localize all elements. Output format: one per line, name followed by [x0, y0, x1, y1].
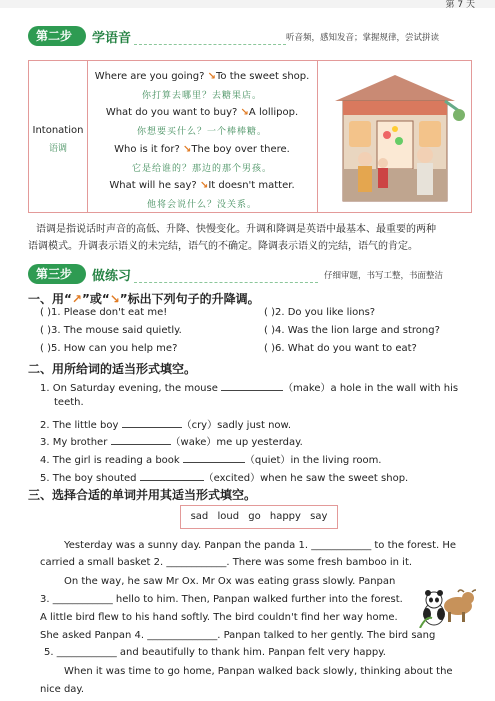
story-line-9: nice day. [40, 684, 85, 695]
example-4-cn: 他将会说什么？没关系。 [146, 200, 257, 210]
intonation-label-cell [29, 61, 88, 212]
story-line-5: A little bird flew to his hand softly. The bird couldn't find her way home. [40, 612, 398, 623]
answer-blank[interactable] [140, 470, 204, 481]
step3-tag: 仔细审题，书写工整，书面整洁 [324, 271, 444, 281]
s2-item-1: 1. On Saturday evening, the mouse （make）a hole in the wall with his [40, 379, 458, 394]
s1-item-6: ( )6. What do you want to eat? [264, 343, 417, 354]
answer-blank[interactable] [122, 417, 182, 428]
story-line-7: 5. ____________ and beautifully to thank him. Panpan felt very happy. [44, 647, 386, 658]
story-line-6: She asked Panpan 4. ______________. Panpan talked to her gently. The bird sang [40, 630, 436, 641]
explanation-line-1: 语调是指说话时声音的高低、升降、快慢变化。升调和降调是英语中最基本、最重要的两种 [36, 224, 436, 235]
word-bank: sad loud go happy say [180, 505, 338, 529]
top-edge [0, 0, 495, 8]
falling-arrow-icon: ↘ [182, 144, 192, 155]
example-3-cn: 它是给谁的？那边的那个男孩。 [131, 164, 272, 174]
step2-tag: 听音频，感知发音；掌握规律，尝试拼读 [286, 33, 440, 43]
panda-and-ox-illustration [418, 584, 476, 628]
step2-rule [134, 44, 286, 45]
story-line-8: When it was time to go home, Panpan walked back slowly, thinking about the [64, 666, 453, 677]
step3-title: 做练习 [92, 269, 132, 284]
section2-heading: 二、用所给词的适当形式填空。 [28, 362, 197, 376]
s2-item-5: 5. The boy shouted （excited）when he saw the sweet shop. [40, 469, 408, 484]
intonation-label-cn: 语调 [48, 144, 67, 154]
section1-heading: 一、用“↗”或“↘”标出下列句子的升降调。 [28, 292, 260, 306]
example-1-en: Where are you going? ↘To the sweet shop. [94, 71, 310, 82]
step3-badge: 第三步 [28, 264, 86, 284]
step2-title: 学语音 [92, 31, 132, 46]
example-4-en: What will he say? ↘It doesn't matter. [109, 180, 295, 191]
example-2-en: What do you want to buy? ↘A lollipop. [105, 107, 299, 118]
explanation-line-2: 语调模式。升调表示语义的未完结，语气的不确定。降调表示语义的完结，语气的肯定。 [28, 241, 418, 252]
page-number: 第 7 天 [445, 0, 475, 10]
falling-arrow-icon: ↘ [207, 71, 217, 82]
story-line-2: carried a small basket 2. ____________. There was some fresh bamboo in it. [40, 557, 413, 568]
s1-item-4: ( )4. Was the lion large and strong? [264, 325, 440, 336]
intonation-examples [87, 61, 318, 212]
story-line-4: 3. ____________ hello to him. Then, Panpan walked further into the forest. [40, 594, 403, 605]
s1-item-1: ( )1. Please don't eat me! [40, 307, 168, 318]
intonation-table [28, 60, 472, 213]
section3-heading: 三、选择合适的单词并用其适当形式填空。 [28, 488, 257, 502]
example-1-cn: 你打算去哪里？去糖果店。 [141, 91, 262, 101]
falling-arrow-icon: ↘ [240, 107, 249, 118]
rising-arrow-icon: ↗ [71, 292, 82, 306]
story-line-1: Yesterday was a sunny day. Panpan the panda 1. ____________ to the forest. He [64, 540, 457, 551]
example-2-cn: 你想要买什么？一个棒棒糖。 [136, 127, 267, 137]
sweet-shop-illustration [325, 71, 465, 205]
s2-item-3: 3. My brother （wake）me up yesterday. [40, 433, 303, 448]
story-line-3: On the way, he saw Mr Ox. Mr Ox was eating grass slowly. Panpan [64, 576, 396, 587]
answer-blank[interactable] [183, 452, 245, 463]
answer-blank[interactable] [111, 434, 171, 445]
answer-blank[interactable] [221, 380, 283, 391]
step2-badge: 第二步 [28, 26, 86, 46]
falling-arrow-icon: ↘ [199, 180, 209, 191]
s2-item-1-cont: teeth. [54, 397, 84, 408]
s1-item-2: ( )2. Do you like lions? [264, 307, 376, 318]
intonation-label-en: Intonation [32, 125, 84, 136]
falling-arrow-icon: ↘ [109, 292, 120, 306]
s1-item-3: ( )3. The mouse said quietly. [40, 325, 182, 336]
example-3-en: Who is it for? ↘The boy over there. [114, 144, 290, 155]
step3-rule [134, 282, 318, 283]
s1-item-5: ( )5. How can you help me? [40, 343, 178, 354]
s2-item-4: 4. The girl is reading a book （quiet）in the living room. [40, 451, 382, 466]
s2-item-2: 2. The little boy （cry）sadly just now. [40, 416, 291, 431]
